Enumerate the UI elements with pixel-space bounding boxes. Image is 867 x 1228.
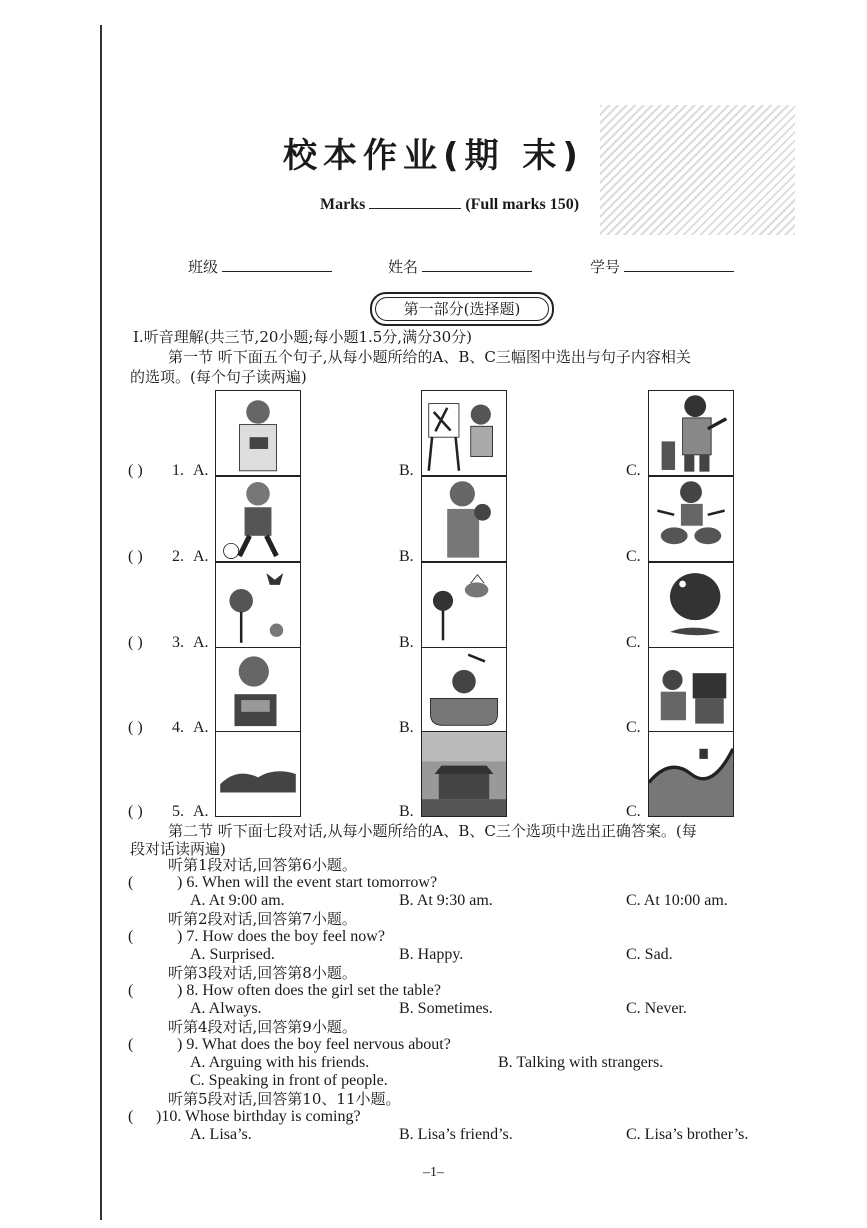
name-field bbox=[388, 256, 532, 277]
question-text: ) 7. How does the boy feel now? bbox=[177, 928, 385, 945]
question-text: )10. Whose birthday is coming? bbox=[156, 1108, 361, 1125]
part-one-badge bbox=[370, 292, 554, 326]
option-c: C. Sad. bbox=[626, 946, 673, 963]
painter-icon[interactable] bbox=[421, 390, 507, 476]
question-number: 2. bbox=[172, 548, 184, 565]
page-title: 校本作业(期 末) bbox=[283, 136, 584, 176]
answer-blank[interactable]: ( ) bbox=[128, 719, 143, 736]
temple-icon[interactable] bbox=[421, 731, 507, 817]
sunflower-butterfly-icon[interactable] bbox=[215, 562, 301, 648]
flower-bee-icon[interactable] bbox=[421, 562, 507, 648]
answer-blank[interactable]: ( bbox=[128, 874, 134, 891]
option-a: A. At 9:00 am. bbox=[190, 892, 285, 909]
class-field bbox=[188, 256, 332, 277]
option-label-c: C. bbox=[626, 462, 641, 479]
part1-instruction-2: 的选项。(每个句子读两遍) bbox=[130, 368, 307, 386]
option-a: A. Arguing with his friends. bbox=[190, 1054, 370, 1071]
option-b: B. Talking with strangers. bbox=[498, 1054, 664, 1071]
id-label: 学号 bbox=[590, 258, 621, 276]
answer-blank[interactable]: ( bbox=[128, 1036, 134, 1053]
great-wall-icon[interactable] bbox=[648, 731, 734, 817]
marks-line bbox=[320, 196, 579, 214]
question-number: 1. bbox=[172, 462, 184, 479]
bird-icon[interactable] bbox=[648, 562, 734, 648]
option-label-a: A. bbox=[193, 803, 209, 820]
class-blank[interactable] bbox=[222, 259, 332, 272]
answer-blank[interactable]: ( ) bbox=[128, 548, 143, 565]
boy-soccer-icon[interactable] bbox=[215, 476, 301, 562]
full-marks: (Full marks 150) bbox=[465, 196, 580, 213]
dialogue-intro: 听第1段对话,回答第6小题。 bbox=[168, 856, 357, 874]
class-label: 班级 bbox=[188, 258, 219, 276]
answer-blank[interactable]: ( ) bbox=[128, 803, 143, 820]
option-c: C. Never. bbox=[626, 1000, 687, 1017]
id-field bbox=[590, 256, 734, 277]
tv-watching-icon[interactable] bbox=[648, 647, 734, 733]
option-label-c: C. bbox=[626, 719, 641, 736]
dialogue-intro: 听第4段对话,回答第9小题。 bbox=[168, 1018, 357, 1036]
option-c: C. Speaking in front of people. bbox=[190, 1072, 388, 1089]
drummer-icon[interactable] bbox=[648, 476, 734, 562]
option-label-b: B. bbox=[399, 803, 414, 820]
option-label-b: B. bbox=[399, 719, 414, 736]
option-a: A. Lisa’s. bbox=[190, 1126, 252, 1143]
boy-reading-icon[interactable] bbox=[215, 647, 301, 733]
part1-instruction-1: 第一节 听下面五个句子,从每小题所给的A、B、C三幅图中选出与句子内容相关 bbox=[168, 348, 691, 366]
option-label-b: B. bbox=[399, 548, 414, 565]
landscape-icon[interactable] bbox=[215, 731, 301, 817]
firefighter-icon[interactable] bbox=[648, 390, 734, 476]
answer-blank[interactable]: ( bbox=[128, 928, 134, 945]
answer-blank[interactable]: ( bbox=[128, 982, 134, 999]
dialogue-intro: 听第3段对话,回答第8小题。 bbox=[168, 964, 357, 982]
option-label-a: A. bbox=[193, 462, 209, 479]
question-text: ) 8. How often does the girl set the table? bbox=[177, 982, 441, 999]
question-text: ) 6. When will the event start tomorrow? bbox=[177, 874, 438, 891]
marks-label: Marks bbox=[320, 196, 366, 213]
option-b: B. Sometimes. bbox=[399, 1000, 493, 1017]
margin-line bbox=[100, 25, 102, 1220]
option-label-b: B. bbox=[399, 634, 414, 651]
option-label-c: C. bbox=[626, 634, 641, 651]
option-a: A. Surprised. bbox=[190, 946, 275, 963]
option-label-c: C. bbox=[626, 548, 641, 565]
part2-instruction-2: 段对话读两遍) bbox=[130, 840, 226, 858]
option-label-a: A. bbox=[193, 719, 209, 736]
question-text: ) 9. What does the boy feel nervous about? bbox=[177, 1036, 451, 1053]
answer-blank[interactable]: ( ) bbox=[128, 634, 143, 651]
option-b: B. Lisa’s friend’s. bbox=[399, 1126, 513, 1143]
section-heading: Ⅰ.听音理解(共三节,20小题;每小题1.5分,满分30分) bbox=[133, 328, 473, 346]
option-label-a: A. bbox=[193, 634, 209, 651]
part2-instruction-1: 第二节 听下面七段对话,从每小题所给的A、B、C三个选项中选出正确答案。(每 bbox=[168, 822, 697, 840]
option-label-c: C. bbox=[626, 803, 641, 820]
option-b: B. At 9:30 am. bbox=[399, 892, 493, 909]
dialogue-intro: 听第5段对话,回答第10、11小题。 bbox=[168, 1090, 401, 1108]
dialogue-intro: 听第2段对话,回答第7小题。 bbox=[168, 910, 357, 928]
question-number: 5. bbox=[172, 803, 184, 820]
option-label-b: B. bbox=[399, 462, 414, 479]
id-blank[interactable] bbox=[624, 259, 734, 272]
answer-blank[interactable]: ( bbox=[128, 1108, 134, 1125]
answer-blank[interactable]: ( ) bbox=[128, 462, 143, 479]
bath-icon[interactable] bbox=[421, 647, 507, 733]
option-c: C. Lisa’s brother’s. bbox=[626, 1126, 749, 1143]
question-number: 4. bbox=[172, 719, 184, 736]
name-blank[interactable] bbox=[422, 259, 532, 272]
boy-ball-icon[interactable] bbox=[421, 476, 507, 562]
option-c: C. At 10:00 am. bbox=[626, 892, 728, 909]
option-a: A. Always. bbox=[190, 1000, 262, 1017]
option-b: B. Happy. bbox=[399, 946, 464, 963]
page-number: –1– bbox=[423, 1165, 444, 1180]
question-number: 3. bbox=[172, 634, 184, 651]
marks-blank[interactable] bbox=[369, 196, 461, 209]
doctor-icon[interactable] bbox=[215, 390, 301, 476]
name-label: 姓名 bbox=[388, 258, 419, 276]
part-one-label: 第一部分(选择题) bbox=[403, 300, 521, 318]
option-label-a: A. bbox=[193, 548, 209, 565]
